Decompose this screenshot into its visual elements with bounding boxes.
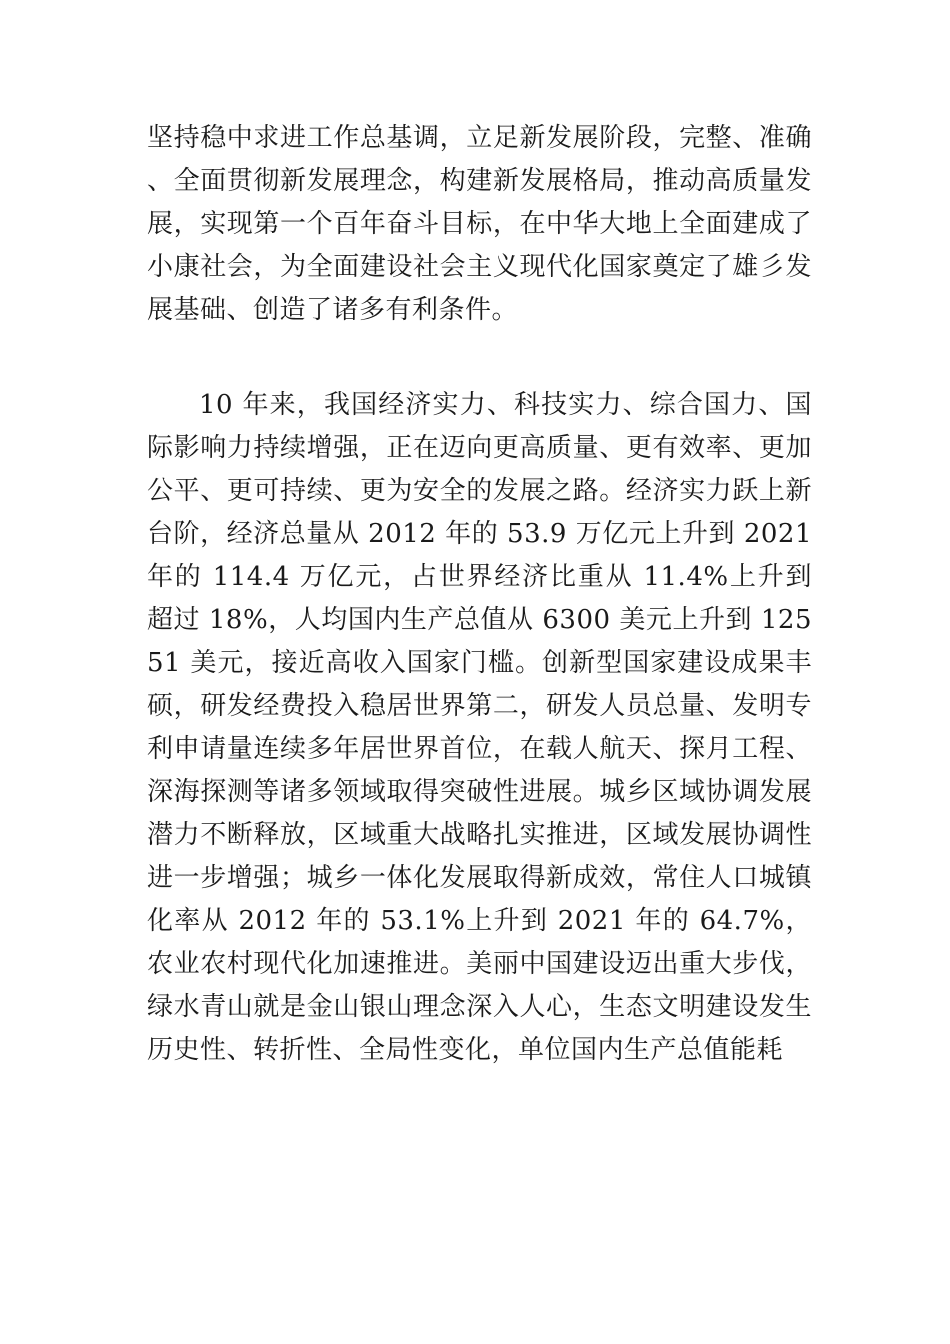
paragraph-2: 10 年来，我国经济实力、科技实力、综合国力、国际影响力持续增强，正在迈向更高质量、更有效率、更加公平、更可持续、更为安全的发展之路。经济实力跃上新台阶，经济总量从 2012 年的 53.9 万亿元上升到 2021 年的 114.4 万亿元，占世界经济比重从 11.4%上升到超过 18%，人均国内生产总值从 6300 美元上升到 12551 美元，接近高收入国家门槛。创新型国家建设成果丰硕，研发经费投入稳居世界第二，研发人员总量、发明专利申请量连续多年居世界首位，在载人航天、探月工程、深海探测等诸多领域取得突破性进展。城乡区域协调发展潜力不断释放，区域重大战略扎实推进，区域发展协调性进一步增强；城乡一体化发展取得新成效，常住人口城镇化率从 2012 年的 53.1%上升到 2021 年的 64.7%，农业农村现代化加速推进。美丽中国建设迈出重大步伐，绿水青山就是金山银山理念深入人心，生态文明建设发生历史性、转折性、全局性变化，单位国内生产总值能耗 [147,390,812,1065]
paragraph-1: 坚持稳中求进工作总基调，立足新发展阶段，完整、准确、全面贯彻新发展理念，构建新发展格局，推动高质量发展，实现第一个百年奋斗目标，在中华大地上全面建成了小康社会，为全面建设社会主义现代化国家奠定了雄⼺发展基础、创造了诸多有利条件。 [147,123,812,325]
